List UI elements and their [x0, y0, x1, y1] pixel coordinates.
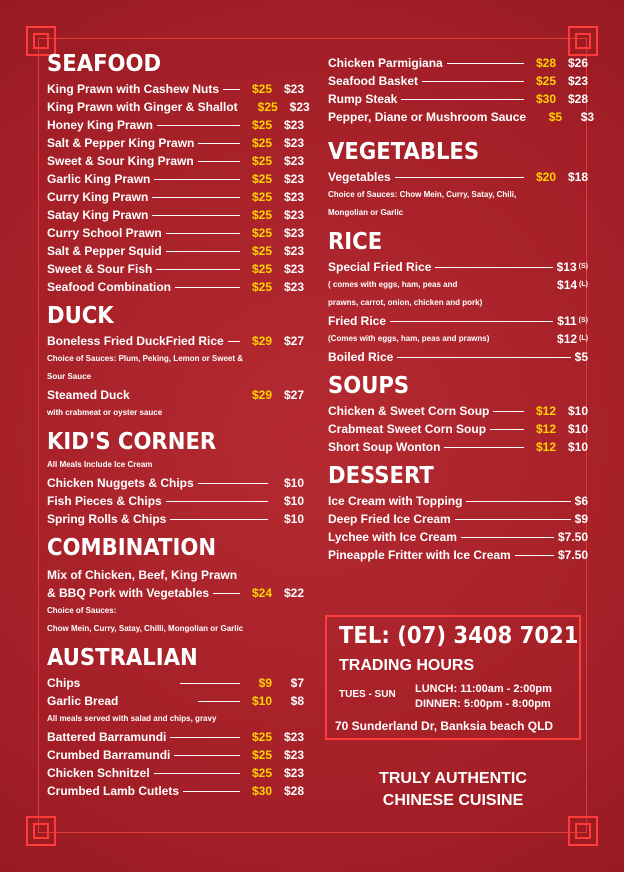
australian-section	[47, 644, 304, 800]
left-column	[47, 50, 310, 800]
menu-item: Chips $9 $7	[47, 676, 304, 690]
menu-item: Battered Barramundi $25 $23	[47, 730, 304, 744]
item-note: All Meals Include Ice Cream	[47, 460, 153, 469]
duck-section	[47, 302, 304, 422]
section-title: RICE	[328, 229, 383, 255]
section-title: KID'S CORNER	[47, 429, 217, 455]
seafood-list	[47, 80, 310, 296]
menu-item: King Prawn with Ginger & Shallot $25 $23	[47, 100, 310, 114]
menu-item: Chicken & Sweet Corn Soup $12 $10	[328, 404, 588, 418]
item-note: prawns, carrot, onion, chicken and pork)	[328, 298, 483, 307]
vegetables-section	[328, 138, 588, 222]
menu-item: Garlic King Prawn $25 $23	[47, 172, 304, 186]
menu-item: Fish Pieces & Chips $10	[47, 494, 304, 508]
menu-item: Boneless Fried DuckFried Rice $29 $27	[47, 334, 304, 348]
menu-item: Chicken Schnitzel $25 $23	[47, 766, 304, 780]
dessert-section	[328, 462, 588, 564]
trading-days: TUES - SUN	[339, 689, 396, 700]
menu-item: Ice Cream with Topping $6	[328, 494, 588, 508]
menu-item: Crumbed Lamb Cutlets $30 $28	[47, 784, 304, 798]
menu-item: Deep Fried Ice Cream $9	[328, 512, 588, 526]
tagline-line: TRULY AUTHENTIC	[379, 770, 527, 787]
item-description: Mix of Chicken, Beef, King Prawn	[47, 568, 238, 582]
menu-item: Garlic Bread $10 $8	[47, 694, 304, 708]
right-column	[328, 50, 595, 564]
item-note: Choice of Sauces: Chow Mein, Curry, Satay, Chili,	[328, 190, 517, 199]
trading-hours-title: TRADING HOURS	[339, 657, 475, 674]
item-note: Sour Sauce	[47, 372, 92, 381]
menu-item: Sweet & Sour King Prawn $25 $23	[47, 154, 304, 168]
menu-item: Short Soup Wonton $12 $10	[328, 440, 588, 454]
section-title: DUCK	[47, 303, 114, 329]
menu-item: (Comes with eggs, ham, peas and prawns) $12 (L)	[328, 332, 588, 346]
corner-ornament-icon	[26, 816, 56, 846]
menu-item: Sweet & Sour Fish $25 $23	[47, 262, 304, 276]
corner-ornament-icon	[568, 816, 598, 846]
item-note: Choice of Sauces:	[47, 606, 117, 615]
contact-box	[325, 615, 581, 740]
australian-continued	[328, 50, 595, 126]
tagline-line: CHINESE CUISINE	[382, 792, 524, 809]
item-note: Chow Mein, Curry, Satay, Chilli, Mongolian or Garlic	[47, 624, 244, 633]
menu-item: Spring Rolls & Chips $10	[47, 512, 304, 526]
rice-section	[328, 228, 588, 366]
menu-item: Seafood Combination $25 $23	[47, 280, 304, 294]
item-note: with crabmeat or oyster sauce	[47, 408, 163, 417]
menu-item: Special Fried Rice $13 (S)	[328, 260, 588, 274]
menu-item: Crabmeat Sweet Corn Soup $12 $10	[328, 422, 588, 436]
kids-section	[47, 428, 304, 528]
section-title: VEGETABLES	[328, 139, 480, 165]
menu-item: King Prawn with Cashew Nuts $25 $23	[47, 82, 304, 96]
section-title: AUSTRALIAN	[47, 645, 198, 671]
seafood-section	[47, 50, 310, 296]
section-title: SOUPS	[328, 373, 410, 399]
tagline	[325, 768, 581, 812]
section-title: COMBINATION	[47, 535, 217, 561]
menu-item: Boiled Rice $5	[328, 350, 588, 364]
menu-item: Chicken Nuggets & Chips $10	[47, 476, 304, 490]
phone-number: TEL: (07) 3408 7021	[339, 623, 579, 649]
soups-section	[328, 372, 588, 456]
dinner-hours: DINNER: 5:00pm - 8:00pm	[415, 698, 551, 710]
menu-item: Satay King Prawn $25 $23	[47, 208, 304, 222]
menu-item: Pepper, Diane or Mushroom Sauce $5 $3	[328, 110, 595, 124]
menu-item: Chicken Parmigiana $28 $26	[328, 56, 588, 70]
menu-item: Seafood Basket $25 $23	[328, 74, 588, 88]
item-note: All meals served with salad and chips, gravy	[47, 714, 217, 723]
menu-item: Lychee with Ice Cream $7.50	[328, 530, 588, 544]
menu-item: Curry King Prawn $25 $23	[47, 190, 304, 204]
menu-item: Crumbed Barramundi $25 $23	[47, 748, 304, 762]
menu-item: Honey King Prawn $25 $23	[47, 118, 304, 132]
menu-item: Rump Steak $30 $28	[328, 92, 588, 106]
menu-item: ( comes with eggs, ham, peas and $14 (L)	[328, 278, 588, 292]
lunch-hours: LUNCH: 11:00am - 2:00pm	[415, 683, 552, 695]
menu-item: Vegetables $20 $18	[328, 170, 588, 184]
item-note: Mongolian or Garlic	[328, 208, 404, 217]
menu-item: Salt & Pepper Squid $25 $23	[47, 244, 304, 258]
menu-item: & BBQ Pork with Vegetables $24 $22	[47, 586, 304, 600]
menu-item: Steamed Duck $29 $27	[47, 388, 304, 402]
menu-item: Curry School Prawn $25 $23	[47, 226, 304, 240]
item-note: Choice of Sauces: Plum, Peking, Lemon or Sweet &	[47, 354, 244, 363]
combination-section	[47, 534, 304, 638]
menu-item: Pineapple Fritter with Ice Cream $7.50	[328, 548, 588, 562]
menu-item: Fried Rice $11 (S)	[328, 314, 588, 328]
section-title: DESSERT	[328, 463, 434, 489]
section-title: SEAFOOD	[47, 51, 162, 77]
address: 70 Sunderland Dr, Banksia beach QLD	[335, 719, 554, 733]
menu-item: Salt & Pepper King Prawn $25 $23	[47, 136, 304, 150]
